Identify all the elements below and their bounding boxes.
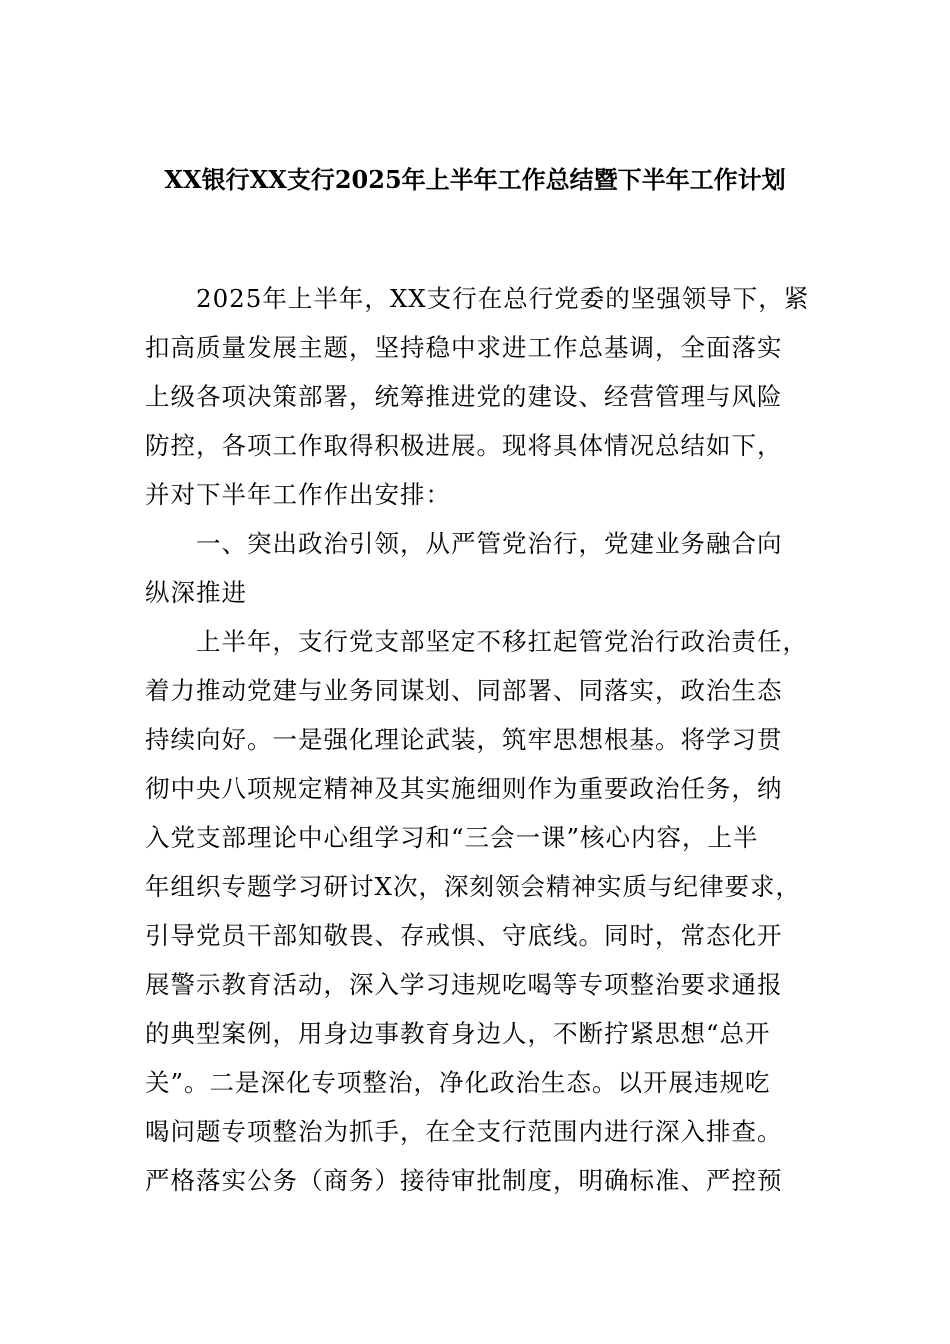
document-body [145,274,825,1205]
paragraph-section-1-body [145,617,825,1205]
document-title: XX银行XX支行2025年上半年工作总结暨下半年工作计划 [164,165,786,194]
text-line: 一、突出政治引领，从严管党治行，党建业务融合向 [196,529,783,558]
text-line: 持续向好。一是强化理论武装，筑牢思想根基。将学习贯 [145,725,783,754]
text-line: 2025年上半年，XX支行在总行党委的坚强领导下，紧 [196,284,810,313]
text-line: 关”。二是深化专项整治，净化政治生态。以开展违规吃 [145,1068,771,1097]
text-line: 并对下半年工作作出安排： [145,480,451,509]
text-line: 严格落实公务（商务）接待审批制度，明确标准、严控预 [145,1166,783,1195]
text-line: 引导党员干部知敬畏、存戒惧、守底线。同时，常态化开 [145,921,783,950]
text-line: 扣高质量发展主题，坚持稳中求进工作总基调，全面落实 [145,333,783,362]
text-line: 上半年，支行党支部坚定不移扛起管党治行政治责任， [196,627,808,656]
section-heading-1 [145,519,825,617]
text-line: 展警示教育活动，深入学习违规吃喝等专项整治要求通报 [145,970,783,999]
text-line: 上级各项决策部署，统筹推进党的建设、经营管理与风险 [145,382,783,411]
paragraph-intro [145,274,825,519]
text-line: 入党支部理论中心组学习和“三会一课”核心内容，上半 [145,823,759,852]
text-line: 喝问题专项整治为抓手，在全支行范围内进行深入排查。 [145,1117,783,1146]
text-line: 纵深推进 [145,578,247,607]
text-line: 彻中央八项规定精神及其实施细则作为重要政治任务，纳 [145,774,783,803]
text-line: 年组织专题学习研讨X次，深刻领会精神实质与纪律要求， [145,872,801,901]
text-line: 的典型案例，用身边事教育身边人，不断拧紧思想“总开 [145,1019,771,1048]
text-line: 防控，各项工作取得积极进展。现将具体情况总结如下， [145,431,783,460]
text-line: 着力推动党建与业务同谋划、同部署、同落实，政治生态 [145,676,783,705]
